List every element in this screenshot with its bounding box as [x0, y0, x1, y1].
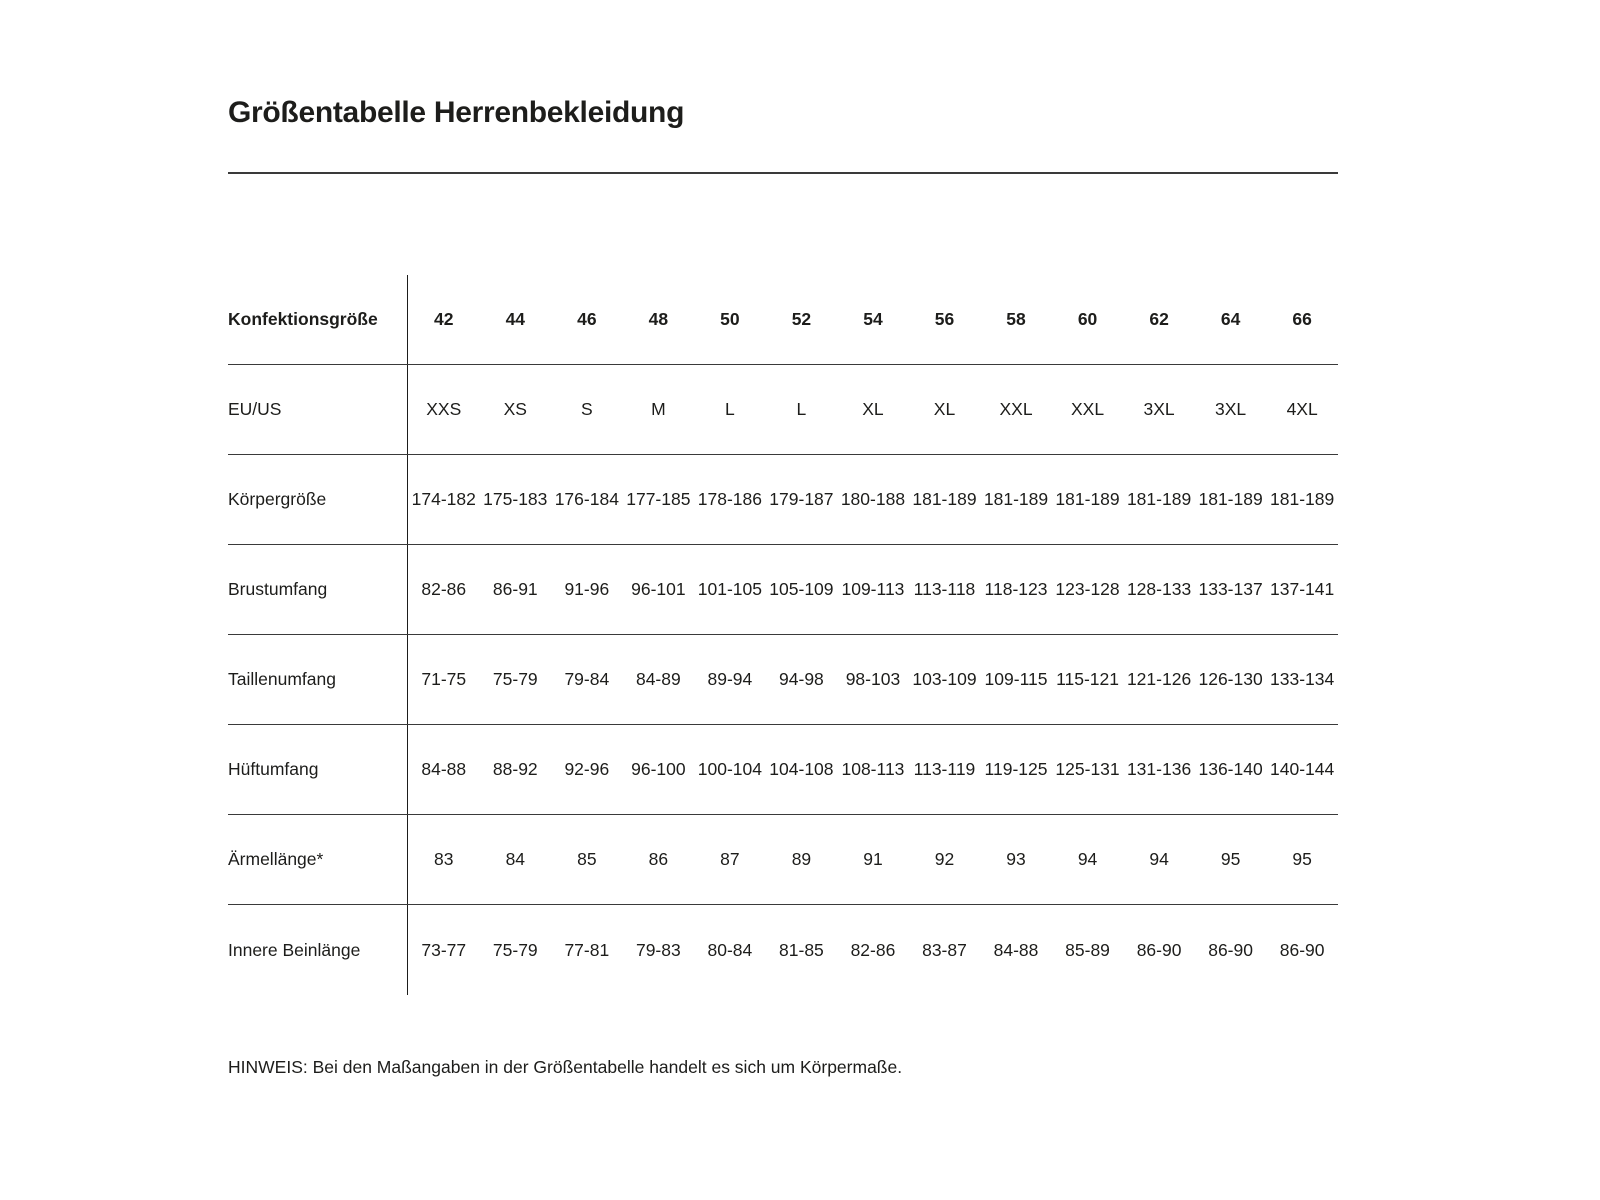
- cell: 133-137: [1198, 579, 1263, 599]
- cell: 131-136: [1126, 759, 1192, 779]
- cell: 113-119: [913, 759, 976, 779]
- cell: XXL: [999, 399, 1033, 419]
- cell: 4XL: [1286, 399, 1318, 419]
- table-row: [228, 545, 1338, 635]
- cell: XL: [933, 399, 956, 419]
- cell: 84: [505, 849, 526, 869]
- cell: 89: [791, 849, 812, 869]
- cell: 87: [720, 849, 740, 869]
- cell: 71-75: [421, 669, 467, 689]
- cell: 46: [577, 309, 597, 329]
- cell: XS: [503, 399, 527, 419]
- table-row: [228, 815, 1338, 905]
- cell: 94-98: [779, 669, 824, 689]
- cell: S: [580, 399, 593, 419]
- cell: 105-109: [769, 579, 834, 599]
- cell: 92: [934, 849, 955, 869]
- cell: 85: [577, 849, 597, 869]
- cell: 79-83: [635, 939, 681, 960]
- cell: 137-141: [1270, 579, 1335, 599]
- cell: 118-123: [984, 579, 1048, 599]
- table-row: [228, 455, 1338, 545]
- cell: 180-188: [840, 489, 906, 509]
- cell: 126-130: [1198, 669, 1263, 689]
- cell: 85-89: [1065, 939, 1110, 960]
- cell: 42: [434, 309, 454, 329]
- row-label: Hüftumfang: [228, 725, 408, 814]
- cell: 181-189: [1198, 489, 1263, 509]
- cell: 109-115: [984, 669, 1048, 689]
- cell: 86: [648, 849, 669, 869]
- cell: 48: [648, 309, 669, 329]
- table-row: [228, 905, 1338, 995]
- cell: 84-88: [421, 759, 467, 779]
- cell: 178-186: [697, 489, 762, 509]
- cell: L: [796, 399, 807, 419]
- cell: 177-185: [626, 489, 691, 509]
- cell: 100-104: [697, 759, 762, 779]
- row-label: Körpergröße: [228, 455, 408, 544]
- size-table: [228, 275, 1338, 995]
- cell: 50: [720, 309, 740, 329]
- cell: 92-96: [564, 759, 610, 779]
- cell: 181-189: [1270, 489, 1335, 509]
- row-label: EU/US: [228, 365, 408, 454]
- cell: 62: [1149, 309, 1169, 329]
- cell: 174-182: [411, 489, 476, 509]
- cell: 58: [1006, 309, 1026, 329]
- cell: 113-118: [913, 579, 976, 599]
- page-title: Größentabelle Herrenbekleidung: [228, 96, 685, 129]
- cell: 86-90: [1136, 939, 1182, 960]
- cell: 84-88: [993, 939, 1039, 960]
- cell: 83: [434, 849, 454, 869]
- table-row: [228, 635, 1338, 725]
- cell: 128-133: [1126, 579, 1192, 599]
- cell: 60: [1077, 309, 1098, 329]
- cell: 94: [1077, 849, 1098, 869]
- table-row: [228, 365, 1338, 455]
- cell: 86-91: [492, 579, 538, 599]
- cell: 133-134: [1270, 669, 1335, 689]
- cell: 136-140: [1198, 759, 1263, 779]
- row-label: Brustumfang: [228, 545, 408, 634]
- cell: M: [651, 399, 666, 419]
- cell: 75-79: [492, 669, 538, 689]
- cell: 94: [1149, 849, 1169, 869]
- cell: 80-84: [707, 939, 753, 960]
- title-divider: [228, 172, 1338, 174]
- cell: 96-101: [631, 579, 686, 599]
- row-label: Taillenumfang: [228, 635, 408, 724]
- cell: 89-94: [707, 669, 753, 689]
- cell: XL: [862, 399, 884, 419]
- cell: 95: [1220, 849, 1241, 869]
- cell: 73-77: [421, 939, 467, 960]
- cell: 96-100: [631, 759, 686, 779]
- cell: 88-92: [492, 759, 538, 779]
- row-label: Ärmellänge*: [228, 815, 408, 904]
- cell: 121-126: [1126, 669, 1192, 689]
- cell: 82-86: [850, 939, 896, 960]
- cell: 75-79: [492, 939, 538, 960]
- cell: 140-144: [1270, 759, 1335, 779]
- cell: 82-86: [421, 579, 467, 599]
- cell: 123-128: [1055, 579, 1120, 599]
- cell: 181-189: [1055, 489, 1120, 509]
- cell: 176-184: [554, 489, 619, 509]
- cell: 81-85: [779, 939, 824, 960]
- cell: 56: [934, 309, 955, 329]
- cell: 93: [1006, 849, 1026, 869]
- cell: 181-189: [912, 489, 977, 509]
- cell: 179-187: [769, 489, 834, 509]
- cell: 77-81: [564, 939, 610, 960]
- cell: 52: [791, 309, 812, 329]
- cell: 108-113: [841, 759, 905, 779]
- cell: 101-105: [697, 579, 762, 599]
- cell: 115-121: [1056, 669, 1120, 689]
- cell: 98-103: [845, 669, 901, 689]
- cell: 3XL: [1215, 399, 1247, 419]
- cell: 3XL: [1143, 399, 1175, 419]
- table-header-row: [228, 275, 1338, 365]
- cell: 109-113: [841, 579, 905, 599]
- cell: 44: [505, 309, 526, 329]
- cell: 125-131: [1055, 759, 1120, 779]
- cell: 104-108: [769, 759, 834, 779]
- cell: XXL: [1071, 399, 1105, 419]
- cell: 64: [1220, 309, 1241, 329]
- table-row: [228, 725, 1338, 815]
- cell: 119-125: [984, 759, 1048, 779]
- cell: XXS: [426, 399, 462, 419]
- cell: 91-96: [564, 579, 610, 599]
- cell: 181-189: [983, 489, 1049, 509]
- cell: 95: [1292, 849, 1312, 869]
- cell: 83-87: [922, 939, 967, 960]
- cell: L: [725, 399, 735, 419]
- footnote: HINWEIS: Bei den Maßangaben in der Größentabelle handelt es sich um Körpermaße.: [228, 1057, 903, 1077]
- cell: 79-84: [564, 669, 610, 689]
- cell: 175-183: [483, 489, 548, 509]
- cell: 91: [863, 849, 883, 869]
- cell: 103-109: [912, 669, 977, 689]
- cell: 66: [1292, 309, 1312, 329]
- cell: 86-90: [1279, 939, 1325, 960]
- row-label: Innere Beinlänge: [228, 905, 408, 995]
- row-label: Konfektionsgröße: [228, 275, 408, 364]
- cell: 84-89: [635, 669, 681, 689]
- cell: 181-189: [1126, 489, 1192, 509]
- cell: 86-90: [1208, 939, 1253, 960]
- cell: 54: [863, 309, 883, 329]
